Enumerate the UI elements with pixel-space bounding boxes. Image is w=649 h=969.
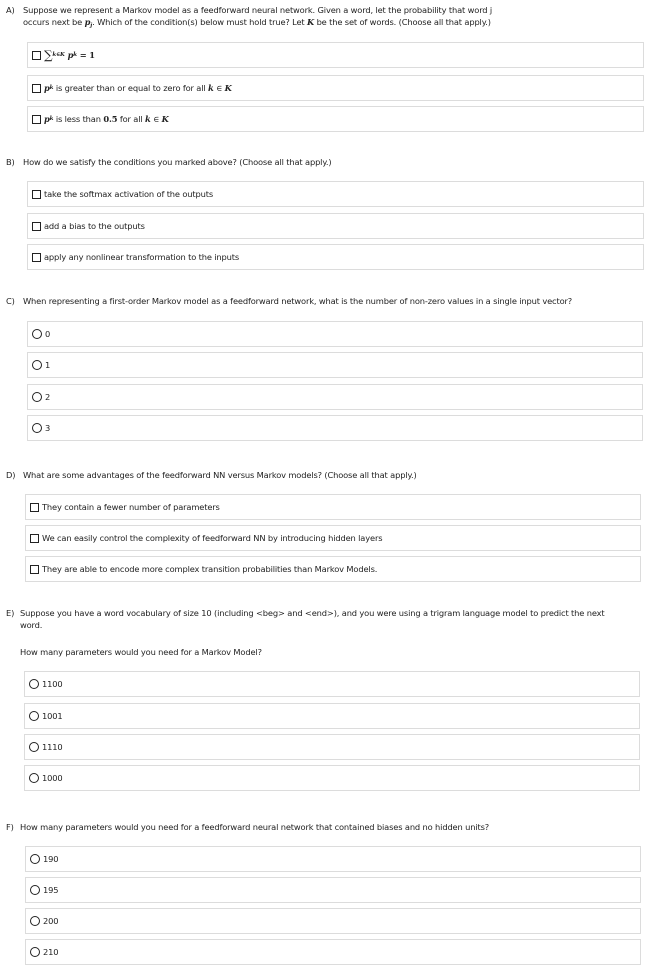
question-text: Suppose we represent a Markov model as a feedforward neural network. Given a word, let the probability that word j [23,5,493,15]
question-letter: E) [6,608,15,618]
checkbox[interactable] [32,51,41,60]
radio-button[interactable] [29,742,39,752]
option-b2[interactable]: add a bias to the outputs [27,213,644,239]
checkbox[interactable] [32,84,41,93]
option-a1[interactable]: ∑ k∈K p k = 1 [27,42,644,68]
option-e2[interactable]: 1001 [24,703,640,729]
question-d [6,469,636,481]
radio-button[interactable] [29,711,39,721]
question-letter: A) [6,5,15,15]
question-letter: D) [6,470,16,480]
question-letter: B) [6,157,15,167]
option-e4[interactable]: 1000 [24,765,640,791]
question-letter: C) [6,296,15,306]
radio-button[interactable] [29,773,39,783]
question-text: How do we satisfy the conditions you marked above? (Choose all that apply.) [23,157,332,167]
option-f4[interactable]: 210 [25,939,641,965]
question-f [6,821,636,833]
question-a [6,4,636,32]
option-a2[interactable]: p k is greater than or equal to zero for all k ∈ K [27,75,644,101]
option-d2[interactable]: We can easily control the complexity of feedforward NN by introducing hidden layers [25,525,641,551]
radio-button[interactable] [32,329,42,339]
option-c1[interactable]: 0 [27,321,643,347]
checkbox[interactable] [30,534,39,543]
option-e1[interactable]: 1100 [24,671,640,697]
option-e3[interactable]: 1110 [24,734,640,760]
radio-button[interactable] [32,360,42,370]
radio-button[interactable] [32,423,42,433]
question-e [6,607,636,631]
checkbox[interactable] [32,115,41,124]
radio-button[interactable] [30,885,40,895]
radio-button[interactable] [30,854,40,864]
question-text: Suppose you have a word vocabulary of size 10 (including <beg> and <end>), and you were using a trigram language model to predict the next [20,608,605,618]
checkbox[interactable] [32,222,41,231]
question-text-line2: word. [20,620,43,630]
checkbox[interactable] [30,503,39,512]
option-d3[interactable]: They are able to encode more complex transition probabilities than Markov Models. [25,556,641,582]
radio-button[interactable] [29,679,39,689]
checkbox[interactable] [32,253,41,262]
question-text: When representing a first-order Markov model as a feedforward network, what is the number of non-zero values in a single input vector? [23,296,573,306]
option-c2[interactable]: 1 [27,352,643,378]
checkbox[interactable] [30,565,39,574]
question-b [6,156,636,168]
question-text-line2: occurs next be $p_j$. Which of the condition(s) below must hold true? Let K be the set of words. (Choose all that apply.) [23,17,491,29]
radio-button[interactable] [30,916,40,926]
option-c4[interactable]: 3 [27,415,643,441]
option-f2[interactable]: 195 [25,877,641,903]
checkbox[interactable] [32,190,41,199]
option-f3[interactable]: 200 [25,908,641,934]
question-text: How many parameters would you need for a feedforward neural network that contained biases and no hidden units? [20,822,490,832]
radio-button[interactable] [32,392,42,402]
option-b3[interactable]: apply any nonlinear transformation to the inputs [27,244,644,270]
option-a3[interactable]: p k is less than 0.5 for all k ∈ K [27,106,644,132]
question-letter: F) [6,822,14,832]
radio-button[interactable] [30,947,40,957]
option-d1[interactable]: They contain a fewer number of parameters [25,494,641,520]
option-f1[interactable]: 190 [25,846,641,872]
option-c3[interactable]: 2 [27,384,643,410]
option-b1[interactable]: take the softmax activation of the outputs [27,181,644,207]
question-text: What are some advantages of the feedforward NN versus Markov models? (Choose all that apply.) [23,470,417,480]
question-c [6,295,636,307]
question-e-subquestion: How many parameters would you need for a Markov Model? [20,647,262,657]
